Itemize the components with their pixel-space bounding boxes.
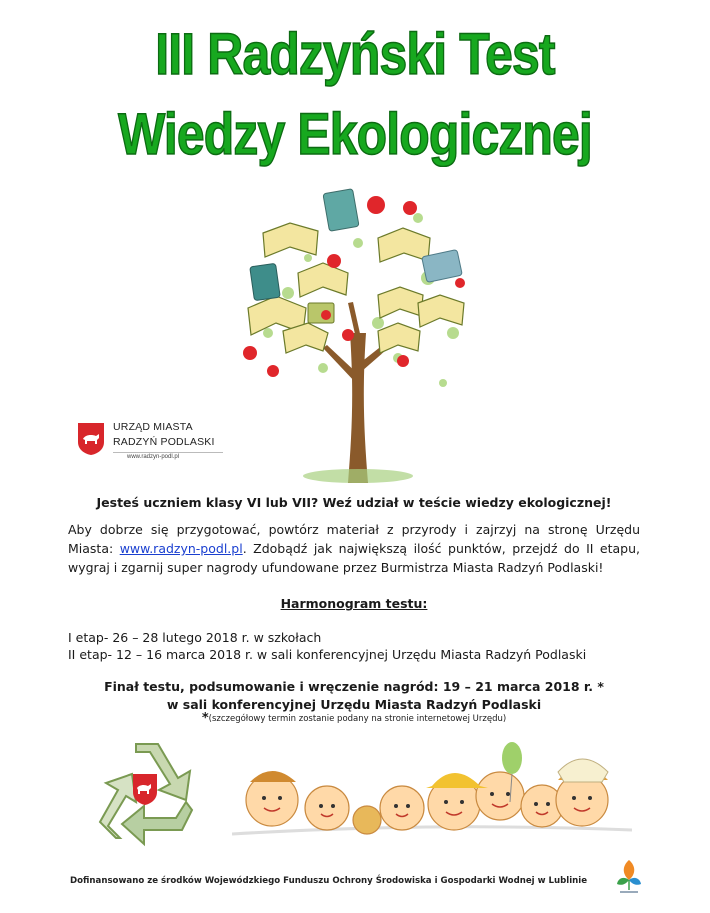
final-line1: Finał testu, podsumowanie i wręczenie nagród: 19 – 21 marca 2018 r. *	[104, 679, 604, 694]
body-text-end: . Zdobądź jak największą ilość punktów, przejdź do II etapu, wygraj i zgarnij super nagrody ufundowane przez Burmistrza Miasta Radzyń Podlaski!	[68, 541, 640, 575]
children-illustration	[232, 742, 632, 842]
note-text: (szczegółowy termin zostanie podany na stronie internetowej Urzędu)	[208, 714, 507, 724]
logo-line1: URZĄD MIASTA	[113, 421, 193, 433]
final-note	[68, 712, 640, 726]
schedule-stage1: I etap- 26 – 28 lutego 2018 r. w szkołach	[68, 630, 322, 645]
schedule-stage2: II etap- 12 – 16 marca 2018 r. w sali konferencyjnej Urzędu Miasta Radzyń Podlaski	[68, 647, 587, 662]
funding-footer: Dofinansowano ze środków Wojewódzkiego Funduszu Ochrony Środowiska i Gospodarki Wodnej w Lublinie	[70, 876, 588, 886]
logo-line2: RADZYŃ PODLASKI	[113, 436, 215, 448]
logo-divider	[113, 452, 223, 453]
recycle-symbol-icon	[86, 738, 204, 850]
poster-title-line2: Wiedzy Ekologicznej	[118, 102, 592, 167]
body-text-start: Aby dobrze się przygotować, powtórz materiał z przyrody i zajrzyj na stronę Urzędu Miasta:	[68, 522, 640, 556]
body-paragraph	[68, 520, 640, 577]
book-tree-illustration	[228, 183, 488, 483]
final-line2: w sali konferencyjnej Urzędu Miasta Radzyń Podlaski	[166, 697, 542, 712]
note-star: *	[201, 711, 209, 726]
fund-logo-icon	[614, 856, 644, 896]
schedule-heading-text: Harmonogram testu:	[280, 596, 428, 611]
city-crest-icon	[77, 422, 105, 456]
poster-title-line1: III Radzyński Test	[155, 22, 555, 87]
website-link[interactable]: www.radzyn-podl.pl	[119, 541, 243, 556]
logo-url: www.radzyn-podl.pl	[127, 454, 180, 460]
city-office-logo	[77, 418, 227, 468]
schedule-heading	[68, 594, 640, 613]
intro-text: Jesteś uczniem klasy VI lub VII? Weź udział w teście wiedzy ekologicznej!	[96, 495, 612, 510]
